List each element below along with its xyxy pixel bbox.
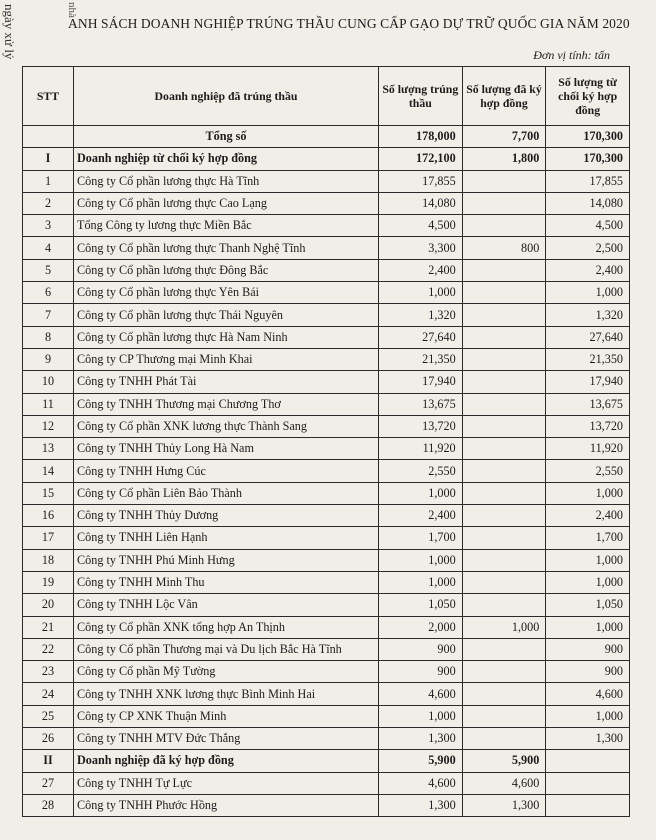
row-won: 1,700: [379, 527, 463, 549]
row-won: 4,600: [379, 772, 463, 794]
row-won: 900: [379, 661, 463, 683]
row-stt: 7: [23, 304, 74, 326]
section-won: 172,100: [379, 148, 463, 170]
section-signed: 5,900: [462, 750, 546, 772]
table-row: [23, 571, 630, 593]
table-row: [23, 415, 630, 437]
table-row: [23, 326, 630, 348]
table-row: [23, 192, 630, 214]
row-stt: 14: [23, 460, 74, 482]
row-name: Công ty TNHH Minh Thu: [74, 571, 379, 593]
row-won: 4,600: [379, 683, 463, 705]
table-row: [23, 772, 630, 794]
table-row: [23, 371, 630, 393]
row-signed: [462, 571, 546, 593]
section-stt: II: [23, 750, 74, 772]
table-row: [23, 438, 630, 460]
row-signed: [462, 728, 546, 750]
table-row: [23, 170, 630, 192]
row-signed: [462, 415, 546, 437]
row-name: Tổng Công ty lương thực Miền Bắc: [74, 215, 379, 237]
row-name: Công ty Cổ phần lương thực Thái Nguyên: [74, 304, 379, 326]
row-signed: [462, 661, 546, 683]
table-row: [23, 237, 630, 259]
row-signed: [462, 460, 546, 482]
row-name: Công ty TNHH XNK lương thực Bình Minh Hai: [74, 683, 379, 705]
row-stt: 16: [23, 505, 74, 527]
row-signed: [462, 683, 546, 705]
row-name: Công ty Cổ phần lương thực Hà Nam Ninh: [74, 326, 379, 348]
row-won: 2,400: [379, 505, 463, 527]
row-signed: [462, 215, 546, 237]
row-stt: 8: [23, 326, 74, 348]
row-signed: [462, 371, 546, 393]
row-won: 2,000: [379, 616, 463, 638]
row-won: 1,000: [379, 571, 463, 593]
table-row: [23, 482, 630, 504]
table-row: [23, 683, 630, 705]
row-name: Công ty TNHH Phước Hồng: [74, 794, 379, 816]
row-name: Công ty TNHH Phú Minh Hưng: [74, 549, 379, 571]
table-row: [23, 393, 630, 415]
row-refused: 1,000: [546, 482, 630, 504]
row-stt: 24: [23, 683, 74, 705]
row-stt: 18: [23, 549, 74, 571]
row-name: Công ty Cổ phần Mỹ Tường: [74, 661, 379, 683]
row-signed: [462, 638, 546, 660]
row-name: Công ty TNHH Thương mại Chương Thơ: [74, 393, 379, 415]
section-row-signed: [23, 750, 630, 772]
row-name: Công ty TNHH Lộc Vân: [74, 594, 379, 616]
row-refused: 2,550: [546, 460, 630, 482]
row-stt: 1: [23, 170, 74, 192]
row-refused: 2,500: [546, 237, 630, 259]
row-refused: 27,640: [546, 326, 630, 348]
row-won: 13,675: [379, 393, 463, 415]
row-refused: [546, 794, 630, 816]
row-won: 17,855: [379, 170, 463, 192]
row-stt: 2: [23, 192, 74, 214]
total-won: 178,000: [379, 126, 463, 148]
row-refused: 900: [546, 638, 630, 660]
row-refused: 21,350: [546, 348, 630, 370]
row-stt: 15: [23, 482, 74, 504]
row-refused: 1,300: [546, 728, 630, 750]
row-refused: 14,080: [546, 192, 630, 214]
table-row: [23, 638, 630, 660]
row-name: Công ty Cổ phần lương thực Đông Bắc: [74, 259, 379, 281]
row-stt: 28: [23, 794, 74, 816]
table-row: [23, 460, 630, 482]
row-refused: 1,000: [546, 705, 630, 727]
row-refused: 1,050: [546, 594, 630, 616]
row-signed: 1,000: [462, 616, 546, 638]
row-name: Công ty TNHH Phát Tài: [74, 371, 379, 393]
table-row: [23, 348, 630, 370]
row-signed: [462, 438, 546, 460]
margin-note-secondary: nhà: [66, 2, 78, 18]
row-refused: 1,000: [546, 282, 630, 304]
row-won: 17,940: [379, 371, 463, 393]
row-signed: [462, 705, 546, 727]
row-stt: 5: [23, 259, 74, 281]
row-refused: 2,400: [546, 259, 630, 281]
table-row: [23, 215, 630, 237]
row-won: 900: [379, 638, 463, 660]
row-signed: [462, 282, 546, 304]
contractor-table: [22, 66, 630, 817]
table-row: [23, 705, 630, 727]
row-stt: 20: [23, 594, 74, 616]
row-refused: 13,675: [546, 393, 630, 415]
row-signed: [462, 326, 546, 348]
row-won: 4,500: [379, 215, 463, 237]
row-stt: 12: [23, 415, 74, 437]
row-refused: 4,500: [546, 215, 630, 237]
row-name: Công ty CP Thương mại Minh Khai: [74, 348, 379, 370]
header-won: Số lượng trúng thầu: [379, 67, 463, 126]
row-won: 2,400: [379, 259, 463, 281]
table-row: [23, 282, 630, 304]
row-refused: 1,000: [546, 571, 630, 593]
row-stt: 10: [23, 371, 74, 393]
table-row: [23, 259, 630, 281]
row-refused: 900: [546, 661, 630, 683]
row-signed: [462, 304, 546, 326]
row-stt: 25: [23, 705, 74, 727]
total-refused: 170,300: [546, 126, 630, 148]
table-row: [23, 794, 630, 816]
header-refused: Số lượng từ chối ký hợp đồng: [546, 67, 630, 126]
margin-note: ngày xử lý: [2, 4, 17, 60]
row-signed: [462, 393, 546, 415]
row-stt: 17: [23, 527, 74, 549]
row-name: Công ty TNHH Thủy Dương: [74, 505, 379, 527]
row-refused: 1,700: [546, 527, 630, 549]
row-stt: 4: [23, 237, 74, 259]
row-name: Công ty Cổ phần XNK tổng hợp An Thịnh: [74, 616, 379, 638]
row-name: Công ty TNHH Tự Lực: [74, 772, 379, 794]
row-refused: 17,940: [546, 371, 630, 393]
row-name: Công ty Cổ phần Liên Bảo Thành: [74, 482, 379, 504]
row-signed: 4,600: [462, 772, 546, 794]
row-refused: 2,400: [546, 505, 630, 527]
document-title: ANH SÁCH DOANH NGHIỆP TRÚNG THẦU CUNG CẤP GẠO DỰ TRỮ QUỐC GIA NĂM 2020: [68, 16, 630, 31]
row-won: 1,050: [379, 594, 463, 616]
row-won: 1,000: [379, 705, 463, 727]
row-name: Công ty TNHH Hưng Cúc: [74, 460, 379, 482]
row-won: 1,320: [379, 304, 463, 326]
row-stt: 9: [23, 348, 74, 370]
row-stt: 13: [23, 438, 74, 460]
table-row: [23, 304, 630, 326]
section-row-refused: [23, 148, 630, 170]
row-stt: 21: [23, 616, 74, 638]
row-signed: [462, 527, 546, 549]
row-name: Công ty TNHH Thủy Long Hà Nam: [74, 438, 379, 460]
row-refused: [546, 772, 630, 794]
row-refused: 1,000: [546, 549, 630, 571]
row-name: Công ty CP XNK Thuận Minh: [74, 705, 379, 727]
row-refused: 13,720: [546, 415, 630, 437]
row-name: Công ty Cổ phần Thương mại và Du lịch Bắc Hà Tĩnh: [74, 638, 379, 660]
row-signed: 1,300: [462, 794, 546, 816]
row-won: 1,300: [379, 728, 463, 750]
table-row: [23, 594, 630, 616]
table-row: [23, 505, 630, 527]
row-refused: 4,600: [546, 683, 630, 705]
unit-note: Đơn vị tính: tấn: [533, 48, 610, 62]
row-won: 1,000: [379, 482, 463, 504]
row-refused: 17,855: [546, 170, 630, 192]
row-signed: [462, 348, 546, 370]
row-signed: [462, 192, 546, 214]
row-stt: 22: [23, 638, 74, 660]
row-won: 11,920: [379, 438, 463, 460]
row-signed: 800: [462, 237, 546, 259]
total-row: [23, 126, 630, 148]
row-won: 3,300: [379, 237, 463, 259]
table-header: [23, 67, 630, 126]
row-signed: [462, 594, 546, 616]
row-name: Công ty Cổ phần lương thực Yên Bái: [74, 282, 379, 304]
section-refused: [546, 750, 630, 772]
row-name: Công ty Cổ phần lương thực Thanh Nghệ Tĩnh: [74, 237, 379, 259]
total-stt: [23, 126, 74, 148]
row-name: Công ty Cổ phần lương thực Cao Lạng: [74, 192, 379, 214]
table-row: [23, 616, 630, 638]
section-label: Doanh nghiệp từ chối ký hợp đồng: [74, 148, 379, 170]
table-row: [23, 549, 630, 571]
section-signed: 1,800: [462, 148, 546, 170]
row-stt: 6: [23, 282, 74, 304]
row-stt: 11: [23, 393, 74, 415]
row-stt: 26: [23, 728, 74, 750]
row-name: Công ty Cổ phần lương thực Hà Tĩnh: [74, 170, 379, 192]
row-won: 21,350: [379, 348, 463, 370]
section-stt: I: [23, 148, 74, 170]
section-refused: 170,300: [546, 148, 630, 170]
row-refused: 1,320: [546, 304, 630, 326]
row-refused: 11,920: [546, 438, 630, 460]
section-won: 5,900: [379, 750, 463, 772]
row-won: 1,300: [379, 794, 463, 816]
row-stt: 23: [23, 661, 74, 683]
table-row: [23, 728, 630, 750]
row-won: 27,640: [379, 326, 463, 348]
row-stt: 19: [23, 571, 74, 593]
row-signed: [462, 259, 546, 281]
section-label: Doanh nghiệp đã ký hợp đồng: [74, 750, 379, 772]
row-refused: 1,000: [546, 616, 630, 638]
row-won: 2,550: [379, 460, 463, 482]
total-signed: 7,700: [462, 126, 546, 148]
header-signed: Số lượng đã ký hợp đồng: [462, 67, 546, 126]
total-label: Tổng số: [74, 126, 379, 148]
header-name: Doanh nghiệp đã trúng thầu: [74, 67, 379, 126]
row-stt: 27: [23, 772, 74, 794]
row-signed: [462, 505, 546, 527]
row-signed: [462, 549, 546, 571]
row-won: 1,000: [379, 549, 463, 571]
row-name: Công ty Cổ phần XNK lương thực Thành Sang: [74, 415, 379, 437]
row-name: Công ty TNHH Liên Hạnh: [74, 527, 379, 549]
row-won: 14,080: [379, 192, 463, 214]
row-won: 1,000: [379, 282, 463, 304]
row-name: Công ty TNHH MTV Đức Thắng: [74, 728, 379, 750]
table-row: [23, 661, 630, 683]
row-signed: [462, 170, 546, 192]
row-signed: [462, 482, 546, 504]
row-stt: 3: [23, 215, 74, 237]
header-stt: STT: [23, 67, 74, 126]
row-won: 13,720: [379, 415, 463, 437]
table-row: [23, 527, 630, 549]
